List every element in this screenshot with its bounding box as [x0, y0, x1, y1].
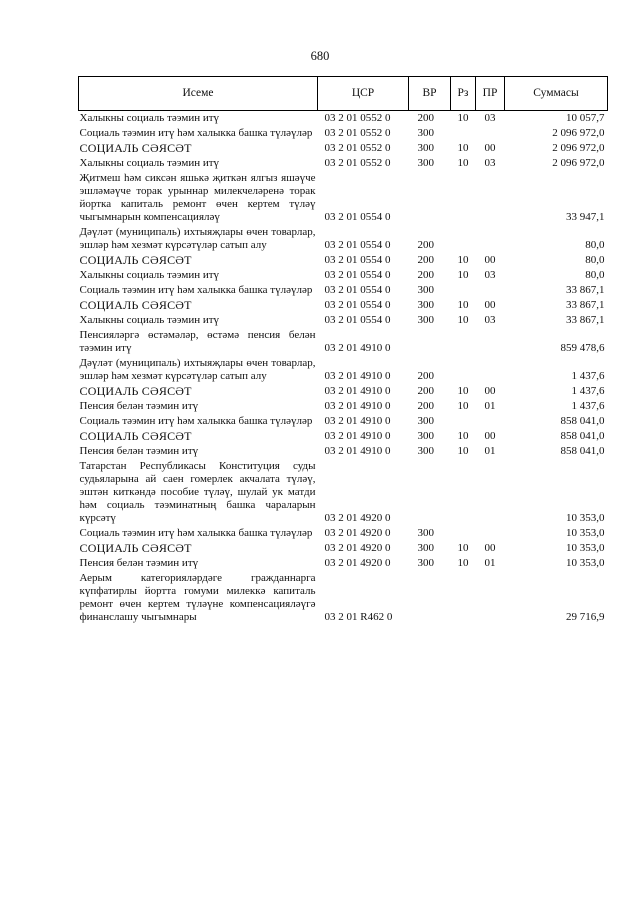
- cell-name: СОЦИАЛЬ СӘЯСӘТ: [79, 429, 192, 443]
- cell-vr: 300: [417, 415, 434, 427]
- table-row: [79, 571, 608, 625]
- cell-sum: 10 353,0: [566, 542, 605, 554]
- header-rz: Рз: [451, 77, 476, 111]
- cell-pr: [476, 171, 505, 225]
- cell-name: Аерым категорияләрдәге гражданнарга күпфатирлы йортта гомуми милеккә капиталь ремонт өчен кертем түләүне компенсацияләүгә финанслашу чыгымнары: [79, 572, 316, 623]
- cell-sum: 858 041,0: [560, 430, 605, 442]
- cell-pr: [476, 328, 505, 356]
- table-row: [79, 399, 608, 414]
- cell-vr: 300: [417, 299, 434, 311]
- header-csr: ЦСР: [318, 77, 409, 111]
- cell-name: Пенсия белән тәэмин итү: [79, 400, 199, 412]
- table-row: [79, 356, 608, 384]
- cell-pr: [476, 414, 505, 429]
- cell-vr: 200: [417, 385, 434, 397]
- table-row: [79, 225, 608, 253]
- cell-name: СОЦИАЛЬ СӘЯСӘТ: [79, 141, 192, 155]
- cell-name: СОЦИАЛЬ СӘЯСӘТ: [79, 298, 192, 312]
- header-name: Исеме: [79, 77, 318, 111]
- cell-csr: 03 2 01 0552 0: [324, 112, 391, 124]
- cell-rz: [451, 356, 476, 384]
- header-sum: Суммасы: [505, 77, 608, 111]
- cell-pr: 00: [484, 430, 496, 442]
- table-row: [79, 459, 608, 526]
- cell-pr: 00: [484, 542, 496, 554]
- cell-name: Пенсия белән тәэмин итү: [79, 445, 199, 457]
- cell-vr: 300: [417, 284, 434, 296]
- cell-vr: 300: [417, 314, 434, 326]
- cell-name: Халыкны социаль тәэмин итү: [79, 314, 220, 326]
- cell-sum: 859 478,6: [560, 342, 605, 354]
- cell-csr: 03 2 01 4920 0: [324, 527, 391, 539]
- cell-pr: [476, 459, 505, 526]
- cell-csr: 03 2 01 0552 0: [324, 127, 391, 139]
- cell-vr: 300: [417, 157, 434, 169]
- table-row: [79, 298, 608, 313]
- cell-csr: 03 2 01 4920 0: [324, 542, 391, 554]
- cell-csr: 03 2 01 4910 0: [324, 445, 391, 457]
- cell-vr: 200: [417, 370, 434, 382]
- cell-vr: [409, 571, 451, 625]
- header-vr: ВР: [409, 77, 451, 111]
- cell-rz: [451, 414, 476, 429]
- cell-sum: 2 096 972,0: [552, 157, 605, 169]
- cell-csr: 03 2 01 4910 0: [324, 342, 391, 354]
- cell-rz: 10: [457, 269, 469, 281]
- budget-table: [78, 76, 608, 625]
- cell-rz: [451, 225, 476, 253]
- cell-name: Җитмеш һәм сиксән яшькә җиткән ялгыз яшәүче эшләмәүче торак урыннар милекчеләренә торак йортка капиталь ремонт өчен кертем түләү чыгымнарын компенсацияләү: [79, 172, 316, 223]
- cell-rz: [451, 571, 476, 625]
- cell-vr: 300: [417, 557, 434, 569]
- cell-csr: 03 2 01 4910 0: [324, 400, 391, 412]
- cell-rz: 10: [457, 299, 469, 311]
- cell-csr: 03 2 01 4910 0: [324, 385, 391, 397]
- header-pr: ПР: [476, 77, 505, 111]
- cell-sum: 858 041,0: [560, 415, 605, 427]
- cell-pr: 03: [484, 314, 496, 326]
- cell-csr: 03 2 01 4920 0: [324, 557, 391, 569]
- cell-rz: 10: [457, 542, 469, 554]
- cell-name: Дәүләт (муниципаль) ихтыяҗлары өчен товарлар, эшләр һәм хезмәт күрсәтүләр сатып алу: [79, 226, 316, 251]
- cell-pr: 03: [484, 157, 496, 169]
- cell-name: Социаль тәэмин итү һәм халыкка башка түләүләр: [79, 284, 313, 296]
- cell-sum: 2 096 972,0: [552, 142, 605, 154]
- cell-pr: 03: [484, 112, 496, 124]
- cell-pr: 03: [484, 269, 496, 281]
- cell-pr: 00: [484, 142, 496, 154]
- cell-name: Татарстан Республикасы Конституция суды судьяларына ай саен гомерлек акчалата түләү, эштән киткәндә пособие түләү, шулай ук матди һәм социаль тәэминатның башка чараларын күрсәтү: [79, 460, 316, 524]
- cell-name: Халыкны социаль тәэмин итү: [79, 269, 220, 281]
- table-row: [79, 556, 608, 571]
- cell-rz: [451, 171, 476, 225]
- cell-pr: 00: [484, 254, 496, 266]
- cell-vr: 200: [417, 269, 434, 281]
- table-row: [79, 526, 608, 541]
- table-row: [79, 156, 608, 171]
- table-header-row: [79, 77, 608, 111]
- cell-vr: 300: [417, 445, 434, 457]
- table-body: [79, 111, 608, 626]
- cell-name: Дәүләт (муниципаль) ихтыяҗлары өчен товарлар, эшләр һәм хезмәт күрсәтүләр сатып алу: [79, 357, 316, 382]
- cell-rz: 10: [457, 557, 469, 569]
- table-row: [79, 444, 608, 459]
- cell-name: Халыкны социаль тәэмин итү: [79, 112, 220, 124]
- cell-rz: 10: [457, 254, 469, 266]
- table-row: [79, 111, 608, 127]
- cell-name: Халыкны социаль тәэмин итү: [79, 157, 220, 169]
- cell-csr: 03 2 01 4910 0: [324, 370, 391, 382]
- cell-rz: [451, 459, 476, 526]
- cell-pr: [476, 225, 505, 253]
- cell-sum: 80,0: [585, 254, 605, 266]
- cell-csr: 03 2 01 4910 0: [324, 430, 391, 442]
- cell-rz: 10: [457, 430, 469, 442]
- cell-rz: [451, 126, 476, 141]
- cell-sum: 80,0: [585, 239, 605, 251]
- cell-name: Пенсия белән тәэмин итү: [79, 557, 199, 569]
- table-row: [79, 141, 608, 156]
- cell-vr: [409, 459, 451, 526]
- table-row: [79, 253, 608, 268]
- cell-vr: 200: [417, 254, 434, 266]
- page-number: 680: [310, 49, 330, 63]
- cell-sum: 1 437,6: [571, 370, 605, 382]
- cell-csr: 03 2 01 0554 0: [324, 299, 391, 311]
- cell-rz: 10: [457, 445, 469, 457]
- cell-name: СОЦИАЛЬ СӘЯСӘТ: [79, 541, 192, 555]
- table-row: [79, 268, 608, 283]
- cell-csr: 03 2 01 0554 0: [324, 314, 391, 326]
- cell-sum: 10 353,0: [566, 557, 605, 569]
- cell-pr: [476, 526, 505, 541]
- cell-sum: 29 716,9: [566, 611, 605, 623]
- cell-name: Социаль тәэмин итү һәм халыкка башка түләүләр: [79, 415, 313, 427]
- cell-sum: 33 867,1: [566, 284, 605, 296]
- cell-pr: [476, 283, 505, 298]
- table-row: [79, 328, 608, 356]
- cell-name: СОЦИАЛЬ СӘЯСӘТ: [79, 253, 192, 267]
- cell-pr: [476, 126, 505, 141]
- cell-pr: 01: [484, 557, 496, 569]
- cell-name: СОЦИАЛЬ СӘЯСӘТ: [79, 384, 192, 398]
- cell-sum: 10 057,7: [566, 112, 605, 124]
- cell-pr: 01: [484, 445, 496, 457]
- table-row: [79, 541, 608, 556]
- cell-sum: 80,0: [585, 269, 605, 281]
- table-row: [79, 126, 608, 141]
- cell-rz: 10: [457, 314, 469, 326]
- cell-name: Социаль тәэмин итү һәм халыкка башка түләүләр: [79, 127, 313, 139]
- cell-vr: 200: [417, 239, 434, 251]
- cell-vr: 300: [417, 127, 434, 139]
- cell-csr: 03 2 01 R462 0: [324, 611, 393, 623]
- cell-sum: 2 096 972,0: [552, 127, 605, 139]
- cell-vr: 200: [417, 112, 434, 124]
- cell-pr: 00: [484, 299, 496, 311]
- cell-csr: 03 2 01 0552 0: [324, 157, 391, 169]
- cell-csr: 03 2 01 0554 0: [324, 211, 391, 223]
- cell-rz: 10: [457, 157, 469, 169]
- cell-vr: 300: [417, 542, 434, 554]
- cell-vr: 300: [417, 142, 434, 154]
- cell-csr: 03 2 01 0554 0: [324, 239, 391, 251]
- cell-vr: [409, 328, 451, 356]
- cell-csr: 03 2 01 0552 0: [324, 142, 391, 154]
- cell-vr: [409, 171, 451, 225]
- table-row: [79, 171, 608, 225]
- cell-sum: 1 437,6: [571, 385, 605, 397]
- cell-csr: 03 2 01 4920 0: [324, 512, 391, 524]
- cell-csr: 03 2 01 0554 0: [324, 254, 391, 266]
- cell-rz: [451, 526, 476, 541]
- table-row: [79, 414, 608, 429]
- cell-sum: 858 041,0: [560, 445, 605, 457]
- cell-rz: [451, 283, 476, 298]
- table-row: [79, 429, 608, 444]
- table-row: [79, 283, 608, 298]
- cell-sum: 1 437,6: [571, 400, 605, 412]
- cell-pr: [476, 571, 505, 625]
- cell-rz: 10: [457, 142, 469, 154]
- cell-sum: 10 353,0: [566, 527, 605, 539]
- cell-rz: 10: [457, 385, 469, 397]
- cell-vr: 200: [417, 400, 434, 412]
- table-row: [79, 384, 608, 399]
- cell-pr: [476, 356, 505, 384]
- cell-vr: 300: [417, 430, 434, 442]
- cell-sum: 33 867,1: [566, 299, 605, 311]
- cell-pr: 00: [484, 385, 496, 397]
- cell-sum: 33 867,1: [566, 314, 605, 326]
- cell-sum: 10 353,0: [566, 512, 605, 524]
- cell-vr: 300: [417, 527, 434, 539]
- cell-rz: 10: [457, 400, 469, 412]
- cell-sum: 33 947,1: [566, 211, 605, 223]
- cell-csr: 03 2 01 4910 0: [324, 415, 391, 427]
- cell-rz: [451, 328, 476, 356]
- cell-name: Социаль тәэмин итү һәм халыкка башка түләүләр: [79, 527, 313, 539]
- cell-csr: 03 2 01 0554 0: [324, 284, 391, 296]
- table-row: [79, 313, 608, 328]
- cell-name: Пенсияләргә өстәмәләр, өстәмә пенсия белән тәэмин итү: [79, 329, 316, 354]
- cell-csr: 03 2 01 0554 0: [324, 269, 391, 281]
- cell-rz: 10: [457, 112, 469, 124]
- cell-pr: 01: [484, 400, 496, 412]
